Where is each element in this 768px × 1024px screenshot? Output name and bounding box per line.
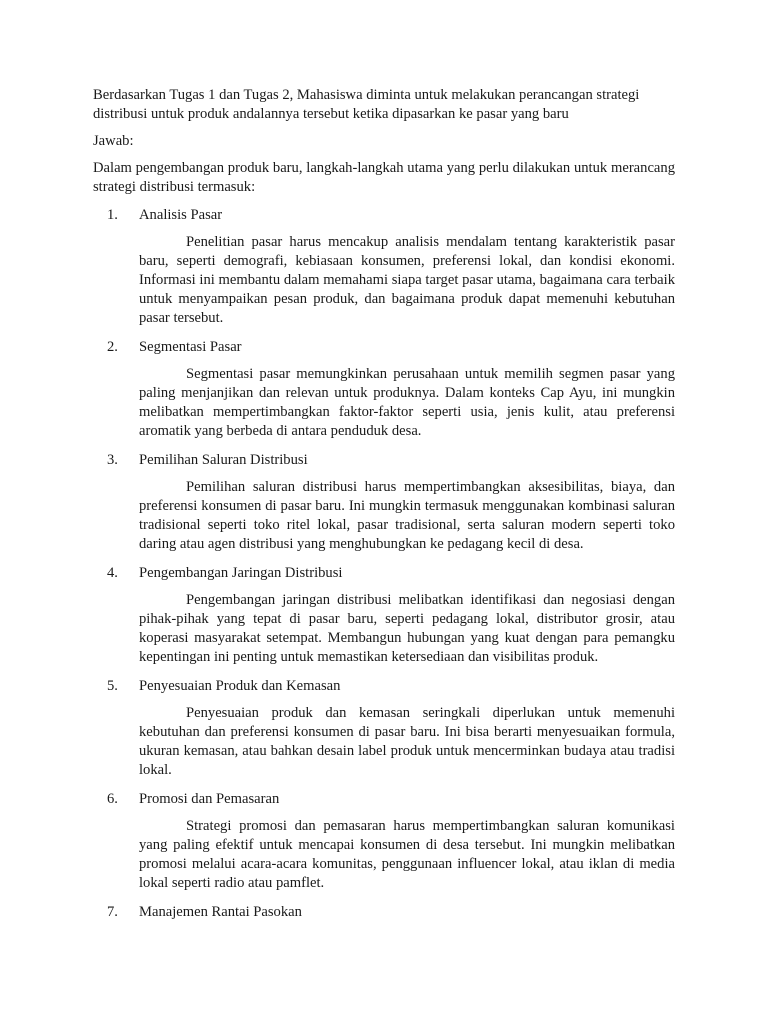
list-item [93, 564, 675, 667]
document-page [93, 86, 675, 932]
assignment-prompt: Berdasarkan Tugas 1 dan Tugas 2, Mahasiswa diminta untuk melakukan perancangan strategi distribusi untuk produk andalannya tersebut ketika dipasarkan ke pasar yang baru [93, 87, 640, 122]
list-item-title: Promosi dan Pemasaran [139, 791, 280, 807]
list-item [93, 338, 675, 441]
strategy-steps-list [93, 206, 675, 922]
list-item-title: Segmentasi Pasar [139, 339, 242, 355]
list-item-body: Pengembangan jaringan distribusi melibatkan identifikasi dan negosiasi dengan pihak-pihak yang tepat di pasar baru, seperti pedagang lokal, distributor grosir, atau koperasi masyarakat setempat. Membangun hubungan yang kuat dengan para pemangku kepentingan ini penting untuk memastikan ketersediaan dan visibilitas produk. [139, 592, 675, 665]
list-item-title: Analisis Pasar [139, 207, 223, 223]
list-item-body: Penelitian pasar harus mencakup analisis mendalam tentang karakteristik pasar baru, seperti demografi, kebiasaan konsumen, preferensi lokal, dan kondisi ekonomi. Informasi ini membantu dalam memahami siapa target pasar utama, bagaimana cara terbaik untuk menyampaikan pesan produk, dan bagaimana produk dapat memenuhi kebutuhan pasar tersebut. [139, 234, 675, 326]
list-item [93, 677, 675, 780]
list-item-heading [93, 677, 675, 696]
list-item-heading [93, 206, 675, 225]
list-item-body: Pemilihan saluran distribusi harus mempertimbangkan aksesibilitas, biaya, dan preferensi konsumen di pasar baru. Ini mungkin termasuk menggunakan kombinasi saluran tradisional seperti toko ritel lokal, pasar tradisional, serta saluran modern seperti toko daring atau agen distribusi yang menghubungkan ke pedagang kecil di desa. [139, 479, 675, 552]
list-item [93, 206, 675, 328]
list-item-number: 1. [107, 207, 118, 223]
lead-paragraph: Dalam pengembangan produk baru, langkah-langkah utama yang perlu dilakukan untuk merancang strategi distribusi termasuk: [93, 160, 675, 195]
list-item-heading [93, 903, 675, 922]
list-item-number: 4. [107, 565, 118, 581]
list-item-number: 6. [107, 791, 118, 807]
list-item-body: Penyesuaian produk dan kemasan seringkali diperlukan untuk memenuhi kebutuhan dan preferensi konsumen di pasar baru. Ini bisa berarti menyesuaikan formula, ukuran kemasan, atau bahkan desain label produk untuk mencerminkan budaya atau tradisi lokal. [139, 705, 675, 778]
list-item-number: 7. [107, 904, 118, 920]
list-item-body: Strategi promosi dan pemasaran harus mempertimbangkan saluran komunikasi yang paling efektif untuk mencapai konsumen di desa tersebut. Ini mungkin melibatkan promosi melalui acara-acara komunitas, penggunaan influencer lokal, atau iklan di media lokal seperti radio atau pamflet. [139, 818, 675, 891]
list-item-heading [93, 790, 675, 809]
list-item-heading [93, 451, 675, 470]
list-item-title: Penyesuaian Produk dan Kemasan [139, 678, 341, 694]
list-item-title: Pengembangan Jaringan Distribusi [139, 565, 343, 581]
list-item-number: 2. [107, 339, 118, 355]
list-item-title: Manajemen Rantai Pasokan [139, 904, 302, 920]
list-item-heading [93, 338, 675, 357]
list-item-title: Pemilihan Saluran Distribusi [139, 452, 308, 468]
list-item-number: 5. [107, 678, 118, 694]
list-item [93, 790, 675, 893]
answer-label: Jawab: [93, 133, 134, 149]
list-item [93, 451, 675, 554]
list-item-heading [93, 564, 675, 583]
list-item-body: Segmentasi pasar memungkinkan perusahaan untuk memilih segmen pasar yang paling menjanjikan dan relevan untuk produknya. Dalam konteks Cap Ayu, ini mungkin melibatkan mempertimbangkan faktor-faktor seperti usia, jenis kulit, atau preferensi aromatik yang berbeda di antara penduduk desa. [139, 366, 675, 439]
list-item-number: 3. [107, 452, 118, 468]
list-item [93, 903, 675, 922]
